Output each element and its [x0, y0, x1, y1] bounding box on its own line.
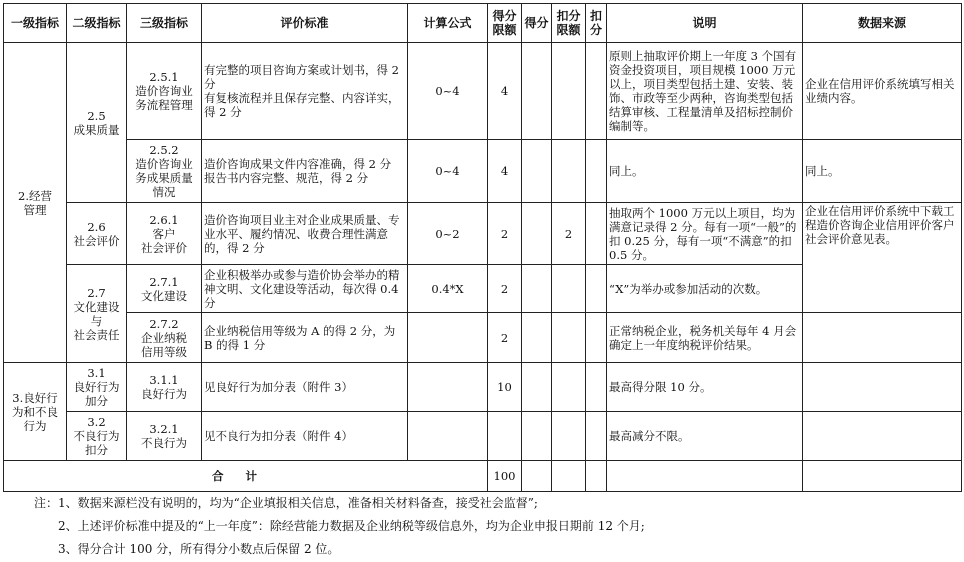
col-header-formula: 计算公式 — [408, 4, 488, 43]
deduct-limit-cell — [552, 265, 586, 313]
table-row — [4, 203, 962, 265]
data-source-cell — [803, 313, 962, 363]
criteria-cell: 有完整的项目咨询方案或计划书，得 2 分 有复核流程并且保存完整、内容详实，得 2 分 — [202, 43, 408, 140]
level3-cell: 2.7.2 企业纳税 信用等级 — [127, 313, 202, 363]
formula-cell: 0~4 — [408, 140, 488, 203]
formula-cell — [408, 313, 488, 363]
table-row — [4, 43, 962, 140]
table-row — [4, 412, 962, 461]
description-cell: 最高得分限 10 分。 — [607, 363, 803, 412]
table-row — [4, 313, 962, 363]
score-cell — [522, 43, 552, 140]
formula-cell: 0~4 — [408, 43, 488, 140]
footnote: 3、得分合计 100 分，所有得分小数点后保留 2 位。 — [58, 542, 340, 556]
description-cell — [607, 461, 803, 492]
deduct-cell — [586, 363, 607, 412]
data-source-cell: 企业在信用评价系统中下载工程造价咨询企业信用评价客户社会评价意见表。 — [803, 203, 962, 313]
description-cell: 正常纳税企业，税务机关每年 4 月会确定上一年度纳税评价结果。 — [607, 313, 803, 363]
total-label: 合计 — [4, 461, 488, 492]
data-source-cell — [803, 363, 962, 412]
score-limit-cell: 4 — [488, 140, 522, 203]
level3-cell: 2.5.2 造价咨询业 务成果质量 情况 — [127, 140, 202, 203]
deduct-cell — [586, 313, 607, 363]
score-cell — [522, 461, 552, 492]
level2-cell: 2.7 文化建设 与 社会责任 — [67, 265, 127, 363]
score-limit-cell: 4 — [488, 43, 522, 140]
col-header-score-limit: 得分 限额 — [488, 4, 522, 43]
col-header-level2: 二级指标 — [67, 4, 127, 43]
deduct-cell — [586, 140, 607, 203]
deduct-cell — [586, 265, 607, 313]
deduct-limit-cell: 2 — [552, 203, 586, 265]
score-cell — [522, 313, 552, 363]
level3-cell: 2.6.1 客户 社会评价 — [127, 203, 202, 265]
description-cell: 同上。 — [607, 140, 803, 203]
col-header-data-source: 数据来源 — [803, 4, 962, 43]
footnote: 2、上述评价标准中提及的“上一年度”：除经营能力数据及企业纳税等级信息外，均为企业申报日期前 12 个月; — [58, 519, 645, 533]
col-header-description: 说明 — [607, 4, 803, 43]
evaluation-table — [3, 3, 962, 492]
level3-cell: 3.2.1 不良行为 — [127, 412, 202, 461]
formula-cell — [408, 412, 488, 461]
col-header-score: 得分 — [522, 4, 552, 43]
score-cell — [522, 363, 552, 412]
criteria-cell: 见良好行为加分表（附件 3） — [202, 363, 408, 412]
score-limit-cell: 2 — [488, 265, 522, 313]
data-source-cell — [803, 461, 962, 492]
level3-cell: 2.5.1 造价咨询业 务流程管理 — [127, 43, 202, 140]
criteria-cell: 造价咨询成果文件内容准确，得 2 分 报告书内容完整、规范，得 2 分 — [202, 140, 408, 203]
level2-cell: 3.2 不良行为 扣分 — [67, 412, 127, 461]
deduct-limit-cell — [552, 313, 586, 363]
score-limit-cell: 2 — [488, 313, 522, 363]
deduct-cell — [586, 43, 607, 140]
score-cell — [522, 412, 552, 461]
deduct-limit-cell — [552, 43, 586, 140]
deduct-limit-cell — [552, 412, 586, 461]
col-header-criteria: 评价标准 — [202, 4, 408, 43]
deduct-cell — [586, 412, 607, 461]
formula-cell: 0.4*X — [408, 265, 488, 313]
level1-cell: 2.经营 管理 — [4, 43, 67, 363]
data-source-cell: 同上。 — [803, 140, 962, 203]
deduct-limit-cell — [552, 461, 586, 492]
col-header-deduct-limit: 扣分 限额 — [552, 4, 586, 43]
score-cell — [522, 203, 552, 265]
level3-cell: 2.7.1 文化建设 — [127, 265, 202, 313]
deduct-limit-cell — [552, 140, 586, 203]
level1-cell: 3.良好行 为和不良 行为 — [4, 363, 67, 461]
criteria-cell: 造价咨询项目业主对企业成果质量、专业水平、履约情况、收费合理性满意的，得 2 分 — [202, 203, 408, 265]
data-source-cell — [803, 412, 962, 461]
description-cell: “X”为举办或参加活动的次数。 — [607, 265, 803, 313]
table-row — [4, 363, 962, 412]
score-limit-cell — [488, 412, 522, 461]
description-cell: 抽取两个 1000 万元以上项目，均为满意记录得 2 分。每有一项“一般”的扣 0.25 分，每有一项“不满意”的扣 0.5 分。 — [607, 203, 803, 265]
description-cell: 最高减分不限。 — [607, 412, 803, 461]
criteria-cell: 见不良行为扣分表（附件 4） — [202, 412, 408, 461]
deduct-limit-cell — [552, 363, 586, 412]
criteria-cell: 企业积极举办或参与造价协会举办的精神文明、文化建设等活动，每次得 0.4 分 — [202, 265, 408, 313]
level2-cell: 3.1 良好行为 加分 — [67, 363, 127, 412]
level3-cell: 3.1.1 良好行为 — [127, 363, 202, 412]
col-header-deduct: 扣 分 — [586, 4, 607, 43]
level2-cell: 2.5 成果质量 — [67, 43, 127, 203]
score-limit-cell: 2 — [488, 203, 522, 265]
formula-cell: 0~2 — [408, 203, 488, 265]
data-source-cell: 企业在信用评价系统填写相关业绩内容。 — [803, 43, 962, 140]
col-header-level1: 一级指标 — [4, 4, 67, 43]
formula-cell — [408, 363, 488, 412]
col-header-level3: 三级指标 — [127, 4, 202, 43]
footnote: 注：1、数据来源栏没有说明的，均为“企业填报相关信息，准备相关材料备查，接受社会监督”; — [34, 496, 538, 510]
score-cell — [522, 265, 552, 313]
table-row — [4, 140, 962, 203]
deduct-cell — [586, 461, 607, 492]
total-value: 100 — [488, 461, 522, 492]
score-cell — [522, 140, 552, 203]
footnotes — [34, 492, 645, 561]
deduct-cell — [586, 203, 607, 265]
criteria-cell: 企业纳税信用等级为 A 的得 2 分，为 B 的得 1 分 — [202, 313, 408, 363]
level2-cell: 2.6 社会评价 — [67, 203, 127, 265]
header-row — [4, 4, 962, 43]
total-row — [4, 461, 962, 492]
description-cell: 原则上抽取评价期上一年度 3 个国有资金投资项目，项目规模 1000 万元以上，项目类型包括土建、安装、装饰、市政等至少两种，咨询类型包括结算审核、工程量清单及招标控制价编制等。 — [607, 43, 803, 140]
score-limit-cell: 10 — [488, 363, 522, 412]
